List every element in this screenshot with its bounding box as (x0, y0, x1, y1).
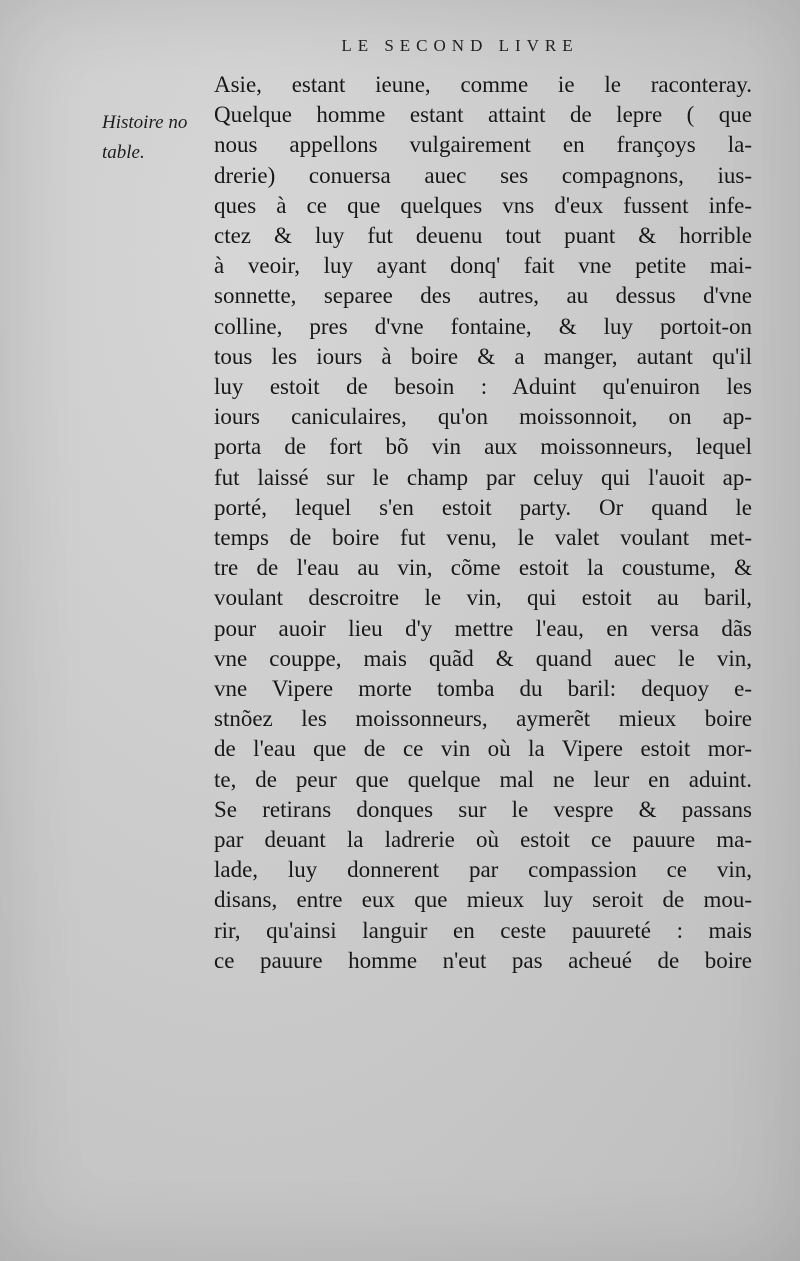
margin-note (102, 108, 212, 168)
text-line: à veoir, luy ayant donq' fait vne petite mai- (214, 253, 752, 279)
body-text (214, 70, 752, 976)
text-line: ques à ce que quelques vns d'eux fussent infe- (214, 192, 752, 218)
text-line: vne couppe, mais quãd & quand auec le vin, (214, 645, 752, 671)
text-line: par deuant la ladrerie où estoit ce pauure ma- (214, 827, 752, 853)
text-line: colline, pres d'vne fontaine, & luy portoit-on (214, 313, 752, 339)
text-line: voulant descroitre le vin, qui estoit au baril, (214, 585, 752, 611)
text-line: de l'eau que de ce vin où la Vipere estoit mor- (214, 736, 752, 762)
text-line: sonnette, separee des autres, au dessus d'vne (214, 283, 752, 309)
text-line: vne Vipere morte tomba du baril: dequoy e- (214, 676, 752, 702)
text-line: stnõez les moissonneurs, aymerẽt mieux boire (214, 706, 752, 732)
text-line: iours caniculaires, qu'on moissonnoit, on ap- (214, 404, 752, 430)
text-line: ctez & luy fut deuenu tout puant & horrible (214, 223, 752, 249)
text-line: porta de fort bõ vin aux moissonneurs, lequel (214, 434, 752, 460)
text-line: luy estoit de besoin : Aduint qu'enuiron les (214, 374, 752, 400)
text-line: nous appellons vulgairement en françoys la- (214, 132, 752, 158)
text-line: te, de peur que quelque mal ne leur en aduint. (214, 766, 752, 792)
text-line: lade, luy donnerent par compassion ce vin, (214, 857, 752, 883)
text-line: disans, entre eux que mieux luy seroit de mou- (214, 887, 752, 913)
text-line: tre de l'eau au vin, cõme estoit la coustume, & (214, 555, 752, 581)
text-line: Se retirans donques sur le vespre & passans (214, 796, 752, 822)
text-line: tous les iours à boire & a manger, autant qu'il (214, 343, 752, 369)
text-line: fut laissé sur le champ par celuy qui l'auoit ap- (214, 464, 752, 490)
text-line: drerie) conuersa auec ses compagnons, ius- (214, 162, 752, 188)
running-header: LE SECOND LIVRE (341, 36, 579, 55)
text-line: Asie, estant ieune, comme ie le raconteray. (214, 72, 752, 97)
margin-note-line-2: table. (102, 142, 145, 163)
text-line: porté, lequel s'en estoit party. Or quand le (214, 494, 752, 520)
text-line: temps de boire fut venu, le valet voulant met- (214, 525, 752, 551)
text-line: Quelque homme estant attaint de lepre ( que (214, 102, 752, 128)
text-line: rir, qu'ainsi languir en ceste pauureté : mais (214, 917, 752, 943)
text-line: ce pauure homme n'eut pas acheué de boire (214, 947, 752, 973)
margin-note-line-1: Histoire no (102, 112, 188, 133)
text-line: pour auoir lieu d'y mettre l'eau, en versa dãs (214, 615, 752, 641)
